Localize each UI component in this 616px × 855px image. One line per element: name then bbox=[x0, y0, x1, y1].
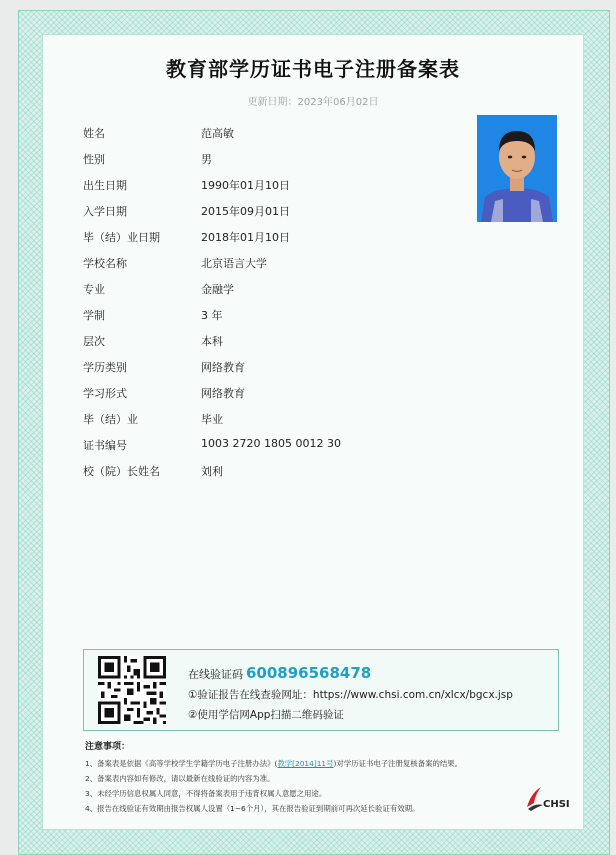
certificate-paper bbox=[42, 34, 584, 830]
field-value: 毕业 bbox=[201, 413, 223, 426]
field-label: 学制 bbox=[83, 309, 105, 322]
field-label: 学校名称 bbox=[83, 257, 127, 270]
note-text: )对学历证书电子注册复核备案的结果。 bbox=[333, 759, 463, 768]
field-value: 范高敏 bbox=[201, 127, 234, 140]
chsi-logo bbox=[525, 785, 575, 815]
page-title: 教育部学历证书电子注册备案表 bbox=[166, 57, 460, 81]
field-value: 本科 bbox=[201, 335, 223, 348]
field-value: 1003 2720 1805 0012 30 bbox=[201, 437, 341, 450]
verify-code-label: 在线验证码 bbox=[188, 668, 243, 681]
field-label: 证书编号 bbox=[83, 439, 127, 452]
portrait-photo bbox=[477, 115, 557, 222]
field-value: 1990年01月10日 bbox=[201, 179, 290, 192]
notes-title: 注意事项： bbox=[85, 742, 131, 752]
note-item: 3、未经学历信息权属人同意，不得将备案表用于违背权属人意愿之用途。 bbox=[85, 789, 327, 798]
field-value: 男 bbox=[201, 153, 212, 166]
field-label: 校（院）长姓名 bbox=[83, 465, 160, 478]
field-value: 网络教育 bbox=[201, 387, 245, 400]
field-label: 学习形式 bbox=[83, 387, 127, 400]
field-value: 网络教育 bbox=[201, 361, 245, 374]
field-value: 刘利 bbox=[201, 465, 223, 478]
field-label: 姓名 bbox=[83, 127, 105, 140]
field-value: 2018年01月10日 bbox=[201, 231, 290, 244]
field-label: 性别 bbox=[83, 153, 105, 166]
verify-code: 600896568478 bbox=[246, 664, 372, 682]
notes-section bbox=[85, 739, 555, 818]
field-value: 2015年09月01日 bbox=[201, 205, 290, 218]
note-item: 4、报告在线验证有效期由报告权属人设置（1~6个月），其在报告验证到期前可再次延长验证有效期。 bbox=[85, 804, 420, 813]
regulation-link[interactable]: 教学[2014]11号 bbox=[277, 759, 334, 768]
field-value: 3 年 bbox=[201, 309, 223, 322]
field-label: 出生日期 bbox=[83, 179, 127, 192]
field-label: 毕（结）业日期 bbox=[83, 231, 160, 244]
field-label: 毕（结）业 bbox=[83, 413, 138, 426]
update-date: 更新日期：2023年06月02日 bbox=[247, 97, 379, 108]
field-label: 学历类别 bbox=[83, 361, 127, 374]
field-label: 专业 bbox=[83, 283, 105, 296]
note-item bbox=[85, 758, 555, 773]
field-label: 层次 bbox=[83, 335, 105, 348]
verify-app-text: ②使用学信网App扫描二维码验证 bbox=[188, 709, 344, 721]
verify-code-line bbox=[188, 664, 371, 682]
field-value: 北京语言大学 bbox=[201, 257, 267, 270]
chsi-logo-text: CHSI bbox=[543, 799, 570, 810]
portrait-photo-image bbox=[477, 115, 557, 222]
note-item: 2、备案表内容如有修改，请以最新在线验证的内容为准。 bbox=[85, 774, 275, 783]
field-label: 入学日期 bbox=[83, 205, 127, 218]
field-value: 金融学 bbox=[201, 283, 234, 296]
chsi-logo-icon bbox=[525, 785, 545, 811]
verification-box bbox=[83, 649, 559, 731]
qr-code-icon[interactable] bbox=[98, 656, 166, 724]
verify-url-text: ①验证报告在线查验网址：https://www.chsi.com.cn/xlcx/bgcx.jsp bbox=[188, 689, 513, 701]
note-text: 1、备案表是依据《高等学校学生学籍学历电子注册办法》( bbox=[85, 759, 278, 768]
